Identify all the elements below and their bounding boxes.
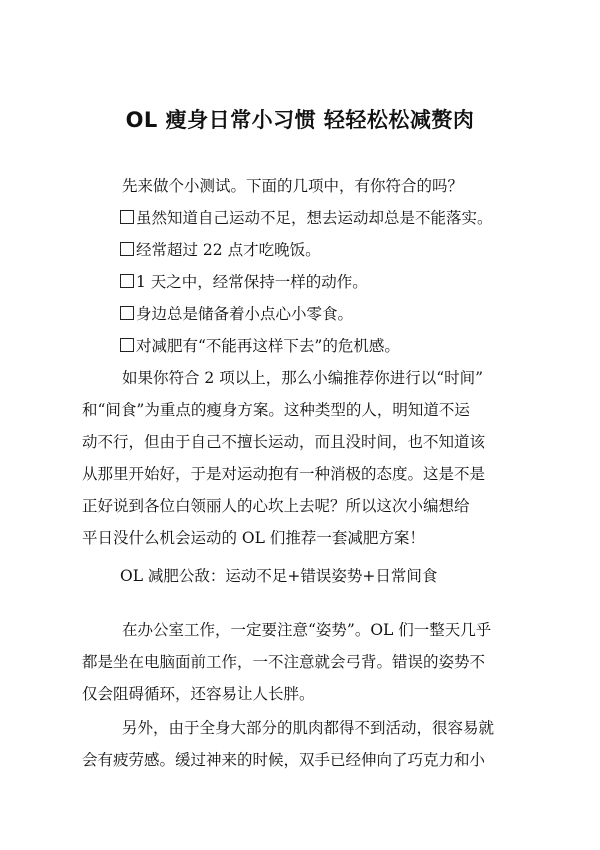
document-title: OL 瘦身日常小习惯 轻轻松松减赘肉 bbox=[125, 108, 475, 132]
paragraph-line: 动不行，但由于自己不擅长运动，而且没时间，也不知道该 bbox=[82, 433, 486, 451]
paragraph-fatigue bbox=[82, 712, 522, 776]
paragraph-line: 从那里开始好，于是对运动抱有一种消极的态度。这是不是 bbox=[82, 465, 486, 483]
checkbox-icon bbox=[120, 338, 134, 352]
checklist-item bbox=[120, 298, 353, 330]
paragraph-line: 和“间食”为重点的瘦身方案。这种类型的人，明知道不运 bbox=[82, 401, 470, 419]
checklist-item-label: 经常超过 22 点才吃晚饭。 bbox=[136, 241, 321, 259]
checklist-item-label: 1 天之中，经常保持一样的动作。 bbox=[136, 273, 368, 291]
section-subheading: OL 减肥公敌：运动不足+错误姿势+日常间食 bbox=[120, 567, 438, 585]
checkbox-icon bbox=[120, 210, 134, 224]
checklist-item bbox=[120, 202, 493, 234]
paragraph-line: 会有疲劳感。缓过神来的时候，双手已经伸向了巧克力和小 bbox=[82, 751, 486, 769]
paragraph-line: 正好说到各位白领丽人的心坎上去呢？所以这次小编想给 bbox=[82, 497, 470, 515]
checkbox-icon bbox=[120, 306, 134, 320]
checklist-item bbox=[120, 266, 368, 298]
paragraph-line: 仅会阻碍循环，还容易让人长胖。 bbox=[82, 685, 315, 703]
paragraph-line: 在办公室工作，一定要注意“姿势”。OL 们一整天几乎 bbox=[122, 621, 492, 639]
paragraph-recommendation bbox=[82, 362, 522, 554]
paragraph-line: 另外，由于全身大部分的肌肉都得不到活动，很容易就 bbox=[122, 719, 495, 737]
checklist-item-label: 虽然知道自己运动不足，想去运动却总是不能落实。 bbox=[136, 209, 493, 227]
intro-text: 先来做个小测试。下面的几项中，有你符合的吗？ bbox=[122, 177, 464, 195]
checkbox-icon bbox=[120, 242, 134, 256]
paragraph-line: 平日没什么机会运动的 OL 们推荐一套减肥方案！ bbox=[82, 529, 425, 547]
checkbox-icon bbox=[120, 274, 134, 288]
paragraph-posture bbox=[82, 614, 522, 710]
checklist-item bbox=[120, 330, 400, 362]
checklist-item bbox=[120, 234, 321, 266]
paragraph-line: 如果你符合 2 项以上，那么小编推荐你进行以“时间” bbox=[122, 369, 484, 387]
checklist-item-label: 对减肥有“不能再这样下去”的危机感。 bbox=[136, 337, 400, 355]
paragraph-line: 都是坐在电脑面前工作，一不注意就会弓背。错误的姿势不 bbox=[82, 653, 486, 671]
checklist-item-label: 身边总是储备着小点心小零食。 bbox=[136, 305, 354, 323]
